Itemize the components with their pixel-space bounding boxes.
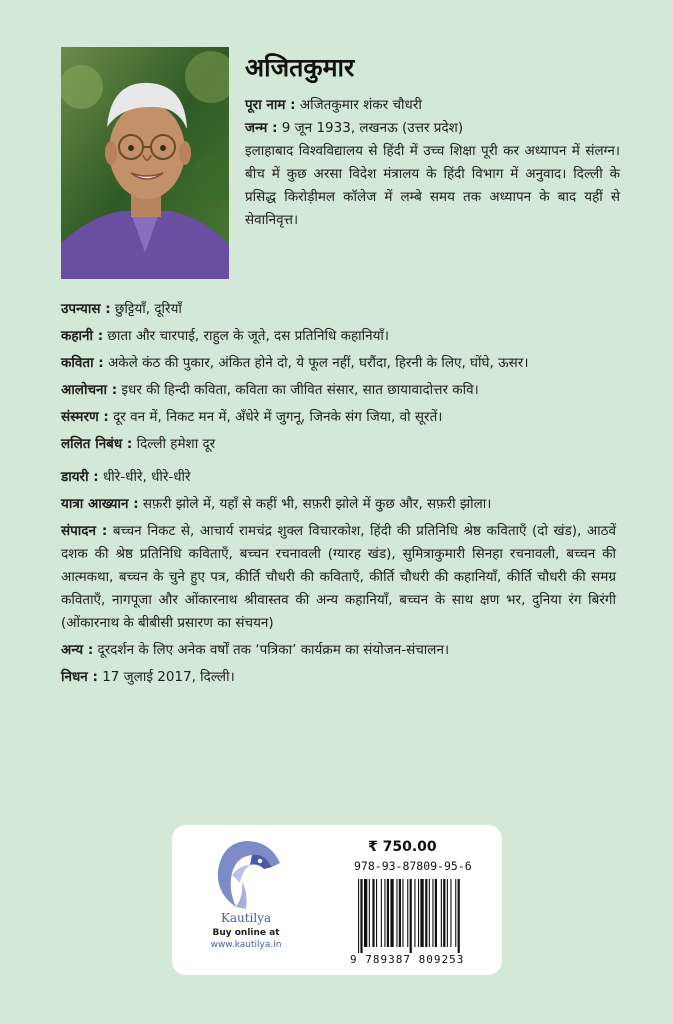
barcode-bar [407,879,408,947]
barcode-bar [458,879,460,953]
barcode-bar [381,879,382,947]
works-death-text: 17 जुलाई 2017, दिल्ली। [102,669,235,685]
works-diary-text: धीरे-धीरे, धीरे-धीरे [102,469,191,485]
barcode-bar [402,879,403,947]
barcode [358,879,492,953]
barcode-bar [399,879,401,947]
works-travel-label: यात्रा आख्यान : [61,496,139,512]
author-intro [245,94,620,232]
works-travel-text: सफ़री झोले में, यहाँ से कहीं भी, सफ़री झोले में कुछ और, सफ़री झोला। [142,496,492,512]
barcode-bar [414,879,415,947]
barcode-bar [360,879,362,953]
works-essay [61,433,616,456]
works-novel [61,298,616,321]
barcode-bar [410,879,412,953]
barcode-bar [443,879,445,947]
full-name-value: अजितकुमार शंकर चौधरी [299,97,422,113]
birth-label: जन्म : [245,120,278,136]
works-death [61,666,616,689]
works-poetry-label: कविता : [61,355,104,371]
barcode-bar [425,879,427,947]
works-editing-text: बच्चन निकट से, आचार्य रामचंद्र शुक्ल विचारकोश, हिंदी की प्रतिनिधि श्रेष्ठ कविताएँ (दो खंड), आठवें दशक की श्रेष्ठ प्रतिनिधि कविताएँ, बच्चन रचनावली (ग्यारह खंड), सुमित्राकुमारी सिनहा रचनावली, बच्चन की आत्मकथा, बच्चन के चुने हुए पत्र, कीर्ति चौधरी की कविताएँ, कीर्ति चौधरी की कहानियाँ, कीर्ति चौधरी की समग्र कविताएँ, नागपूजा और ओंकारनाथ श्रीवास्तव की अन्य कहानियाँ, बच्चन के साथ क्षण भर, दुनिया रंग बिरंगी (ओंकारनाथ के बीबीसी प्रसारण का संचयन) [61,523,616,631]
works-essay-text: दिल्ली हमेशा दूर [136,436,216,452]
works-memoir-text: दूर वन में, निकट मन में, अँधेरे में जुगनू, जिनके संग जिया, वो सूरतें। [113,409,443,425]
barcode-bar [387,879,389,947]
works-death-label: निधन : [61,669,98,685]
works-poetry-text: अकेले कंठ की पुकार, अंकित होने दो, ये फूल नहीं, घरौंदा, हिरनी के लिए, घोंघे, ऊसर। [107,355,529,371]
works-other [61,639,616,662]
barcode-bar [384,879,385,947]
full-name-line [245,94,620,117]
works-poetry [61,352,616,375]
full-name-label: पूरा नाम : [245,97,296,113]
publisher-logo [186,835,306,965]
barcode-bar [358,879,359,953]
barcode-bar [447,879,448,947]
barcode-digits: 9 789387 809253 [350,953,465,966]
works-story-text: छाता और चारपाई, राहुल के जूते, दस प्रतिनिधि कहानियाँ। [107,328,390,344]
author-name-title: अजितकुमार [245,53,355,82]
works-diary-label: डायरी : [61,469,99,485]
barcode-bar [455,879,456,947]
works-novel-label: उपन्यास : [61,301,111,317]
barcode-bar [418,879,419,947]
barcode-bar [369,879,370,947]
barcode-bar [450,879,451,947]
publisher-panel [172,825,502,975]
birth-value: 9 जून 1933, लखनऊ (उत्तर प्रदेश) [281,120,464,136]
barcode-bars [358,879,492,953]
author-portrait-illustration [61,47,229,279]
birth-line [245,117,620,140]
works-memoir [61,406,616,429]
price-label: ₹ 750.00 [368,839,437,855]
works-criticism-text: इधर की हिन्दी कविता, कविता का जीवित संसार, सात छायावादोत्तर कवि। [121,382,479,398]
works-travel [61,493,616,516]
barcode-bar [420,879,423,947]
works-other-label: अन्य : [61,642,94,658]
barcode-bar [372,879,374,947]
works-story [61,325,616,348]
works-editing [61,520,616,635]
author-bio: इलाहाबाद विश्वविद्यालय से हिंदी में उच्च शिक्षा पूरी कर अध्यापन में संलग्न। बीच में कुछ अरसा विदेश मंत्रालय के हिंदी विभाग में अनुवाद। दिल्ली के प्रसिद्ध किरोड़ीमल कॉलेज में लम्बे समय तक अध्यापन के बाद यहीं से सेवानिवृत्त। [245,143,620,228]
barcode-bar [435,879,437,947]
barcode-bar [376,879,377,947]
works-memoir-label: संस्मरण : [61,409,109,425]
works-diary [61,466,616,489]
publisher-name: Kautilya [220,911,272,925]
works-story-label: कहानी : [61,328,104,344]
works-criticism-label: आलोचना : [61,382,118,398]
barcode-bar [429,879,430,947]
works-essay-label: ललित निबंध : [61,436,133,452]
works-list [61,298,616,693]
works-novel-text: छुट्टियाँ, दूरियाँ [114,301,182,317]
barcode-bar [396,879,397,947]
eagle-head-logo-icon [206,835,286,913]
works-other-text: दूरदर्शन के लिए अनेक वर्षों तक ‘पत्रिका’ कार्यक्रम का संयोजन-संचालन। [97,642,450,658]
isbn-number: 978-93-87809-95-6 [354,859,472,873]
barcode-bar [364,879,367,947]
works-criticism [61,379,616,402]
barcode-bar [432,879,433,947]
works-editing-label: संपादन : [61,523,108,539]
buy-online-label: Buy online at [212,928,280,938]
publisher-url: www.kautilya.in [210,940,282,950]
author-photo [61,47,229,279]
barcode-bar [390,879,393,947]
barcode-bar [441,879,442,947]
